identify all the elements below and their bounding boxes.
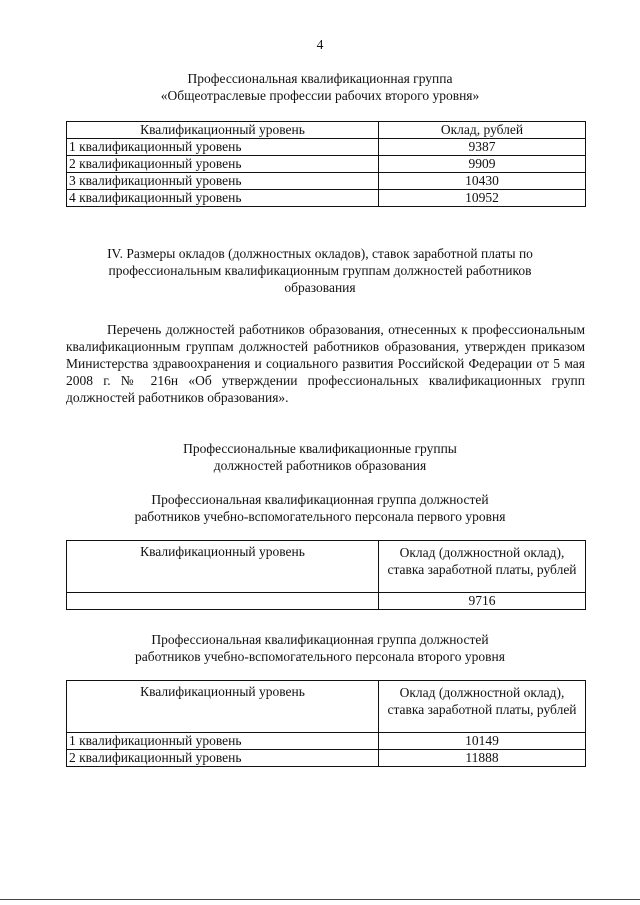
table-header-row	[67, 541, 586, 593]
group3-table	[66, 680, 586, 767]
group3-title-line2: работников учебно-вспомогательного персонала второго уровня	[135, 649, 505, 664]
table-header-row	[67, 681, 586, 733]
table-row	[67, 173, 586, 190]
bottom-divider	[0, 899, 640, 900]
group1-table	[66, 121, 586, 207]
salary-cell: 10430	[379, 173, 586, 190]
level-cell: 2 квалификационный уровень	[67, 750, 379, 767]
group2-title-line1: Профессиональная квалификационная группа должностей	[151, 492, 489, 507]
header-level: Квалификационный уровень	[67, 541, 379, 593]
table-row	[67, 593, 586, 610]
header-salary: Оклад (должностной оклад), ставка заработной платы, рублей	[379, 681, 586, 733]
level-cell: 2 квалификационный уровень	[67, 156, 379, 173]
table-row	[67, 139, 586, 156]
header-level: Квалификационный уровень	[67, 681, 379, 733]
level-cell: 4 квалификационный уровень	[67, 190, 379, 207]
level-cell: 3 квалификационный уровень	[67, 173, 379, 190]
section4-title-line3: образования	[284, 280, 356, 295]
group1-title-line2: «Общеотраслевые профессии рабочих второго уровня»	[160, 88, 480, 103]
group2-title	[0, 491, 640, 525]
group1-title	[0, 70, 640, 104]
groups-heading-line2: должностей работников образования	[213, 458, 427, 473]
section4-title-line2: профессиональным квалификационным группам должностей работников	[108, 263, 532, 278]
table-header-row	[67, 122, 586, 139]
salary-cell: 10952	[379, 190, 586, 207]
page-number: 4	[316, 37, 324, 52]
salary-cell: 9387	[379, 139, 586, 156]
table-row	[67, 156, 586, 173]
salary-cell: 9909	[379, 156, 586, 173]
group1-title-line1: Профессиональная квалификационная группа	[187, 71, 453, 86]
level-cell: 1 квалификационный уровень	[67, 139, 379, 156]
table-row	[67, 750, 586, 767]
groups-heading	[0, 440, 640, 474]
group3-title	[0, 631, 640, 665]
header-level: Квалификационный уровень	[67, 122, 379, 139]
salary-cell: 10149	[379, 733, 586, 750]
group2-title-line2: работников учебно-вспомогательного персонала первого уровня	[134, 509, 506, 524]
group2-table	[66, 540, 586, 610]
groups-heading-line1: Профессиональные квалификационные группы	[183, 441, 457, 456]
header-salary: Оклад (должностной оклад), ставка заработной платы, рублей	[379, 541, 586, 593]
salary-cell: 11888	[379, 750, 586, 767]
section4-title	[0, 245, 640, 296]
table-row	[67, 190, 586, 207]
level-cell: 1 квалификационный уровень	[67, 733, 379, 750]
salary-cell: 9716	[379, 593, 586, 610]
section4-title-line1: IV. Размеры окладов (должностных окладов), ставок заработной платы по	[107, 246, 533, 261]
level-cell	[67, 593, 379, 610]
section4-paragraph: Перечень должностей работников образования, отнесенных к профессиональным квалификационным группам должностей работников образования, утвержден приказом Министерства здравоохранения и социального развития Российской Федерации от 5 мая 2008 г. № 216н «Об утверждении профессиональных квалификационных групп должностей работников образования».	[66, 322, 585, 405]
header-salary: Оклад, рублей	[379, 122, 586, 139]
group3-title-line1: Профессиональная квалификационная группа должностей	[151, 632, 489, 647]
table-row	[67, 733, 586, 750]
